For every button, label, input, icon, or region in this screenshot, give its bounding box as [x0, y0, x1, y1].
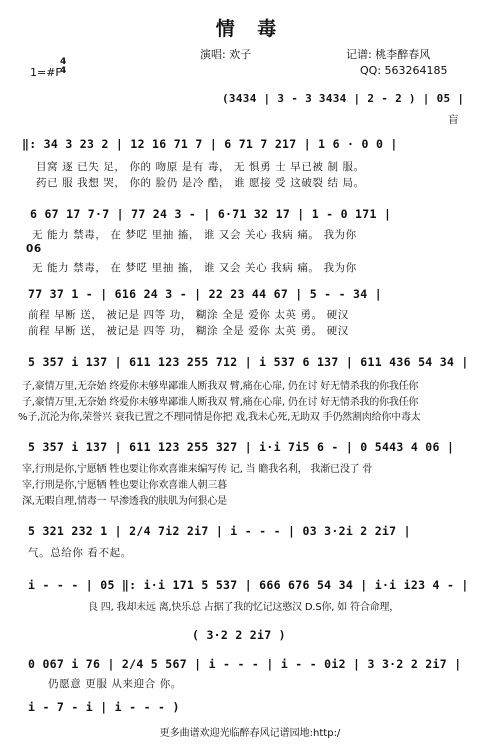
- lyric-line-5-1: 宰,行刑是你,宁愿牺 牲也要让你欢喜谁人朝三暮: [22, 480, 227, 491]
- singer-credit: 演唱: 欢子: [200, 48, 252, 61]
- notation-line-4: 5 357 i 137 | 611 123 255 712 | i 537 6 137 | 611 436 54 34 |: [28, 355, 469, 369]
- lyric-line-2-0: 无 能力 禁毒， 在 梦呓 里抽 搐， 谁 又会 关心 我病 痛。 我为你: [32, 229, 357, 241]
- lyric-line-5-0: 宰,行刑是你,宁愿牺 牲也要让你欢喜谁来编写传 记, 当 瞻我名利， 我渐已没了 骨: [22, 464, 373, 475]
- notation-line-8: ( 3·2 2 2i7 ): [192, 628, 286, 642]
- lyric-line-2-2: 无 能力 禁毒， 在 梦呓 里抽 搐， 谁 又会 关心 我病 痛。 我为你: [32, 262, 357, 274]
- lyric-line-1-0: 目窝 逐 已失 足， 你的 吻原 是有 毒， 无 惧勇 士 早已被 制 服。: [36, 161, 365, 173]
- time-signature-bottom: 4: [60, 66, 67, 76]
- footer-note: 更多曲谱欢迎光临醉春风记谱园地:http:/: [159, 728, 341, 739]
- notation-line-2: 6 67 17 7·7 | 77 24 3 - | 6·71 32 17 | 1 - 0 171 |: [30, 207, 392, 221]
- lyric-line-4-1: 子,豪情万里,无奈始 终爱你未够卑鄙谁人断我双 臂,痛在心扉, 仍在讨 好无情杀我的你我任你: [22, 397, 419, 408]
- notation-line-5: 5 357 i 137 | 611 123 255 327 | i·i 7i5 6 - | 0 5443 4 06 |: [28, 440, 455, 454]
- notation-line-7: i - - - | 05 ‖: i·i 171 5 537 | 666 676 54 34 | i·i i23 4 - |: [28, 578, 469, 592]
- lyric-line-4-0: 子,豪情万里,无奈始 终爱你未够卑鄙谁人断我双 臂,痛在心扉, 仍在讨 好无情杀我的你我任你: [22, 381, 419, 392]
- lyric-line-5-2: 深,无暇自理,情毒一 早渗透我的肤肌为何狠心是: [22, 496, 227, 507]
- notation-line-0: (3434 | 3 - 3 3434 | 2 - 2 ) | 05 |: [222, 92, 465, 105]
- time-signature: [60, 58, 66, 76]
- song-title: 情 毒: [215, 18, 285, 40]
- lyric-line-9-0: 仍愿意 更服 从来迎合 你。: [48, 678, 182, 690]
- notation-line-3: 77 37 1 - | 616 24 3 - | 22 23 44 67 | 5 - - 34 |: [28, 287, 382, 301]
- time-signature-top: 4: [60, 57, 67, 67]
- lyric-line-0-1: 盲: [448, 114, 460, 126]
- lyric-line-1-1: 药已 服 我想 哭， 你的 脸仍 是冷 酷， 谁 愿接 受 这破裂 结 局。: [36, 177, 365, 189]
- lyric-line-3-1: 前程 早断 送， 被记是 四等 功， 糊涂 全是 爱你 太英 勇。 硬汉: [28, 325, 349, 337]
- lyric-line-7-0: 良 四, 我却未远 离,快乐总 占据了我的忆记这憨汉 D.S你, 如 符合命理，: [88, 602, 400, 613]
- lyric-line-2-1: 06: [26, 243, 42, 255]
- lyric-line-6-0: 气。总给你 看不起。: [28, 547, 132, 559]
- qq-contact: QQ: 563264185: [360, 64, 448, 77]
- lyric-line-3-0: 前程 早断 送， 被记是 四等 功， 糊涂 全是 爱你 太英 勇。 硬汉: [28, 309, 349, 321]
- transcriber-credit: 记谱: 桃李醉春风: [346, 48, 431, 61]
- notation-line-10: i - 7 - i | i - - - ): [28, 700, 180, 714]
- notation-line-9: 0 067 i 76 | 2/4 5 567 | i - - - | i - - 0i2 | 3 3·2 2 2i7 |: [28, 657, 462, 671]
- notation-line-1: ‖: 34 3 23 2 | 12 16 71 7 | 6 71 7 217 | 1 6 · 0 0 |: [22, 137, 398, 151]
- notation-line-6: 5 321 232 1 | 2/4 7i2 2i7 | i - - - | 03 3·2i 2 2i7 |: [28, 524, 411, 538]
- key-signature: 1=#F: [30, 66, 62, 79]
- lyric-line-4-2: %子,沉沦为你,荣誉兴 衰我已置之不理同情是你把 戏,我未心死,无助双 手仍然割肉给你中毒太: [18, 412, 421, 423]
